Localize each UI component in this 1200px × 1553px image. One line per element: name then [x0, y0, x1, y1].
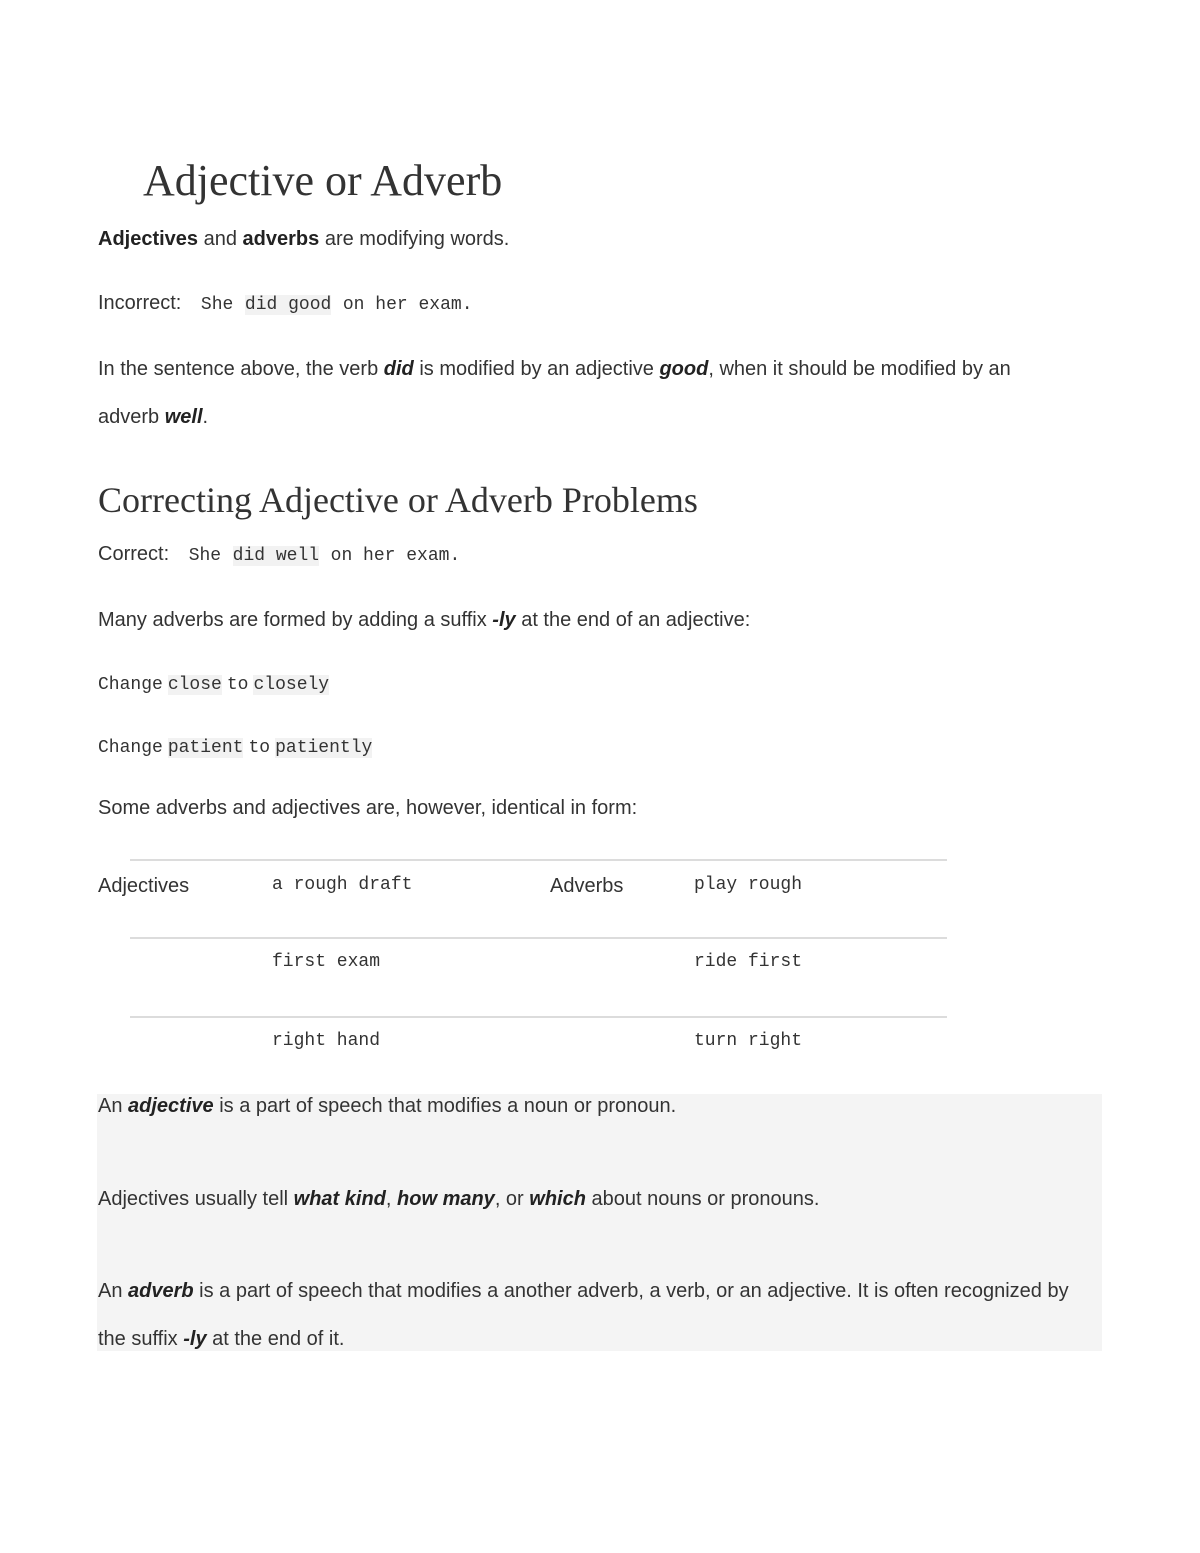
- adj-def-text-2: is a part of speech that modifies a noun or pronoun.: [213, 1095, 677, 1117]
- table-header-adverbs: Adverbs: [550, 875, 624, 897]
- explanation-adverb: well: [164, 406, 203, 428]
- suffix-note-text-1: Many adverbs are formed by adding a suffix: [98, 609, 493, 631]
- table-divider: [130, 1016, 947, 1018]
- incorrect-rest: on her exam.: [342, 295, 473, 315]
- table-divider: [130, 937, 947, 939]
- adj-tell-text-2: about nouns or pronouns.: [585, 1188, 820, 1210]
- change-word: Change: [98, 738, 163, 758]
- explanation-text-2: is modified by an adjective: [413, 358, 660, 380]
- change-example-1: [98, 673, 329, 695]
- adj-tell-what-kind: what kind: [293, 1188, 386, 1210]
- intro-mid: and: [198, 228, 243, 250]
- adverb-definition-line-1: [98, 1280, 1069, 1303]
- explanation-adjective: good: [659, 358, 709, 380]
- section-heading: Correcting Adjective or Adverb Problems: [98, 480, 698, 520]
- explanation-line-2: [98, 406, 208, 429]
- correct-code: did well: [232, 546, 320, 566]
- table-divider: [130, 859, 947, 861]
- adv-def-text-2: is a part of speech that modifies a another adverb, a verb, or an adjective. It is often recognized by: [193, 1280, 1069, 1302]
- correct-rest: on her exam.: [330, 546, 461, 566]
- intro-end: are modifying words.: [319, 228, 510, 250]
- table-cell-adjective: first exam: [272, 952, 381, 972]
- adj-tell-comma-2: , or: [494, 1188, 530, 1210]
- suffix-ly: -ly: [492, 609, 516, 631]
- adj-tell-comma-1: ,: [385, 1188, 398, 1210]
- change-example-2: [98, 736, 372, 758]
- change-from: close: [167, 675, 222, 695]
- change-to: closely: [253, 675, 330, 695]
- table-cell-adjective: a rough draft: [272, 875, 413, 895]
- page-title: Adjective or Adverb: [143, 156, 503, 205]
- explanation-text-4: adverb: [98, 406, 165, 428]
- adverb-definition-line-2: [98, 1328, 344, 1351]
- intro-adjectives: Adjectives: [98, 228, 199, 250]
- adj-def-text-1: An: [98, 1095, 129, 1117]
- change-to: patiently: [275, 738, 373, 758]
- adv-def-term: adverb: [128, 1280, 194, 1302]
- table-cell-adjective: right hand: [272, 1031, 381, 1051]
- explanation-line-1: [98, 358, 1011, 381]
- adv-def-text-1: An: [98, 1280, 129, 1302]
- adv-def-suffix: -ly: [183, 1328, 207, 1350]
- adjective-tell: [98, 1188, 819, 1211]
- correct-word-she: She: [188, 546, 222, 566]
- adj-tell-which: which: [529, 1188, 586, 1210]
- suffix-note-text-2: at the end of an adjective:: [515, 609, 751, 631]
- intro-adverbs: adverbs: [242, 228, 320, 250]
- adv-def-text-4: at the end of it.: [206, 1328, 345, 1350]
- suffix-note: [98, 609, 750, 632]
- definitions-box: [97, 1094, 1102, 1351]
- adj-def-term: adjective: [128, 1095, 214, 1117]
- change-word: Change: [98, 675, 163, 695]
- incorrect-example: [98, 292, 473, 315]
- explanation-verb: did: [383, 358, 414, 380]
- incorrect-code: did good: [244, 295, 332, 315]
- table-header-adjectives: Adjectives: [98, 875, 190, 897]
- adv-def-text-3: the suffix: [98, 1328, 184, 1350]
- table-cell-adverb: turn right: [694, 1031, 803, 1051]
- explanation-text-5: .: [202, 406, 209, 428]
- table-cell-adverb: ride first: [694, 952, 803, 972]
- incorrect-label: Incorrect:: [98, 292, 182, 314]
- explanation-text-1: In the sentence above, the verb: [98, 358, 384, 380]
- change-from: patient: [167, 738, 244, 758]
- adj-tell-text-1: Adjectives usually tell: [98, 1188, 294, 1210]
- table-cell-adverb: play rough: [694, 875, 803, 895]
- adjective-definition: [98, 1095, 676, 1118]
- change-to-word: to: [226, 675, 249, 695]
- incorrect-word-she: She: [200, 295, 234, 315]
- correct-label: Correct:: [98, 543, 170, 565]
- explanation-text-3: , when it should be modified by an: [708, 358, 1011, 380]
- adj-tell-how-many: how many: [397, 1188, 495, 1210]
- change-to-word: to: [248, 738, 271, 758]
- correct-example: [98, 543, 460, 566]
- intro-paragraph: [98, 228, 509, 251]
- identical-note: Some adverbs and adjectives are, however, identical in form:: [98, 797, 638, 819]
